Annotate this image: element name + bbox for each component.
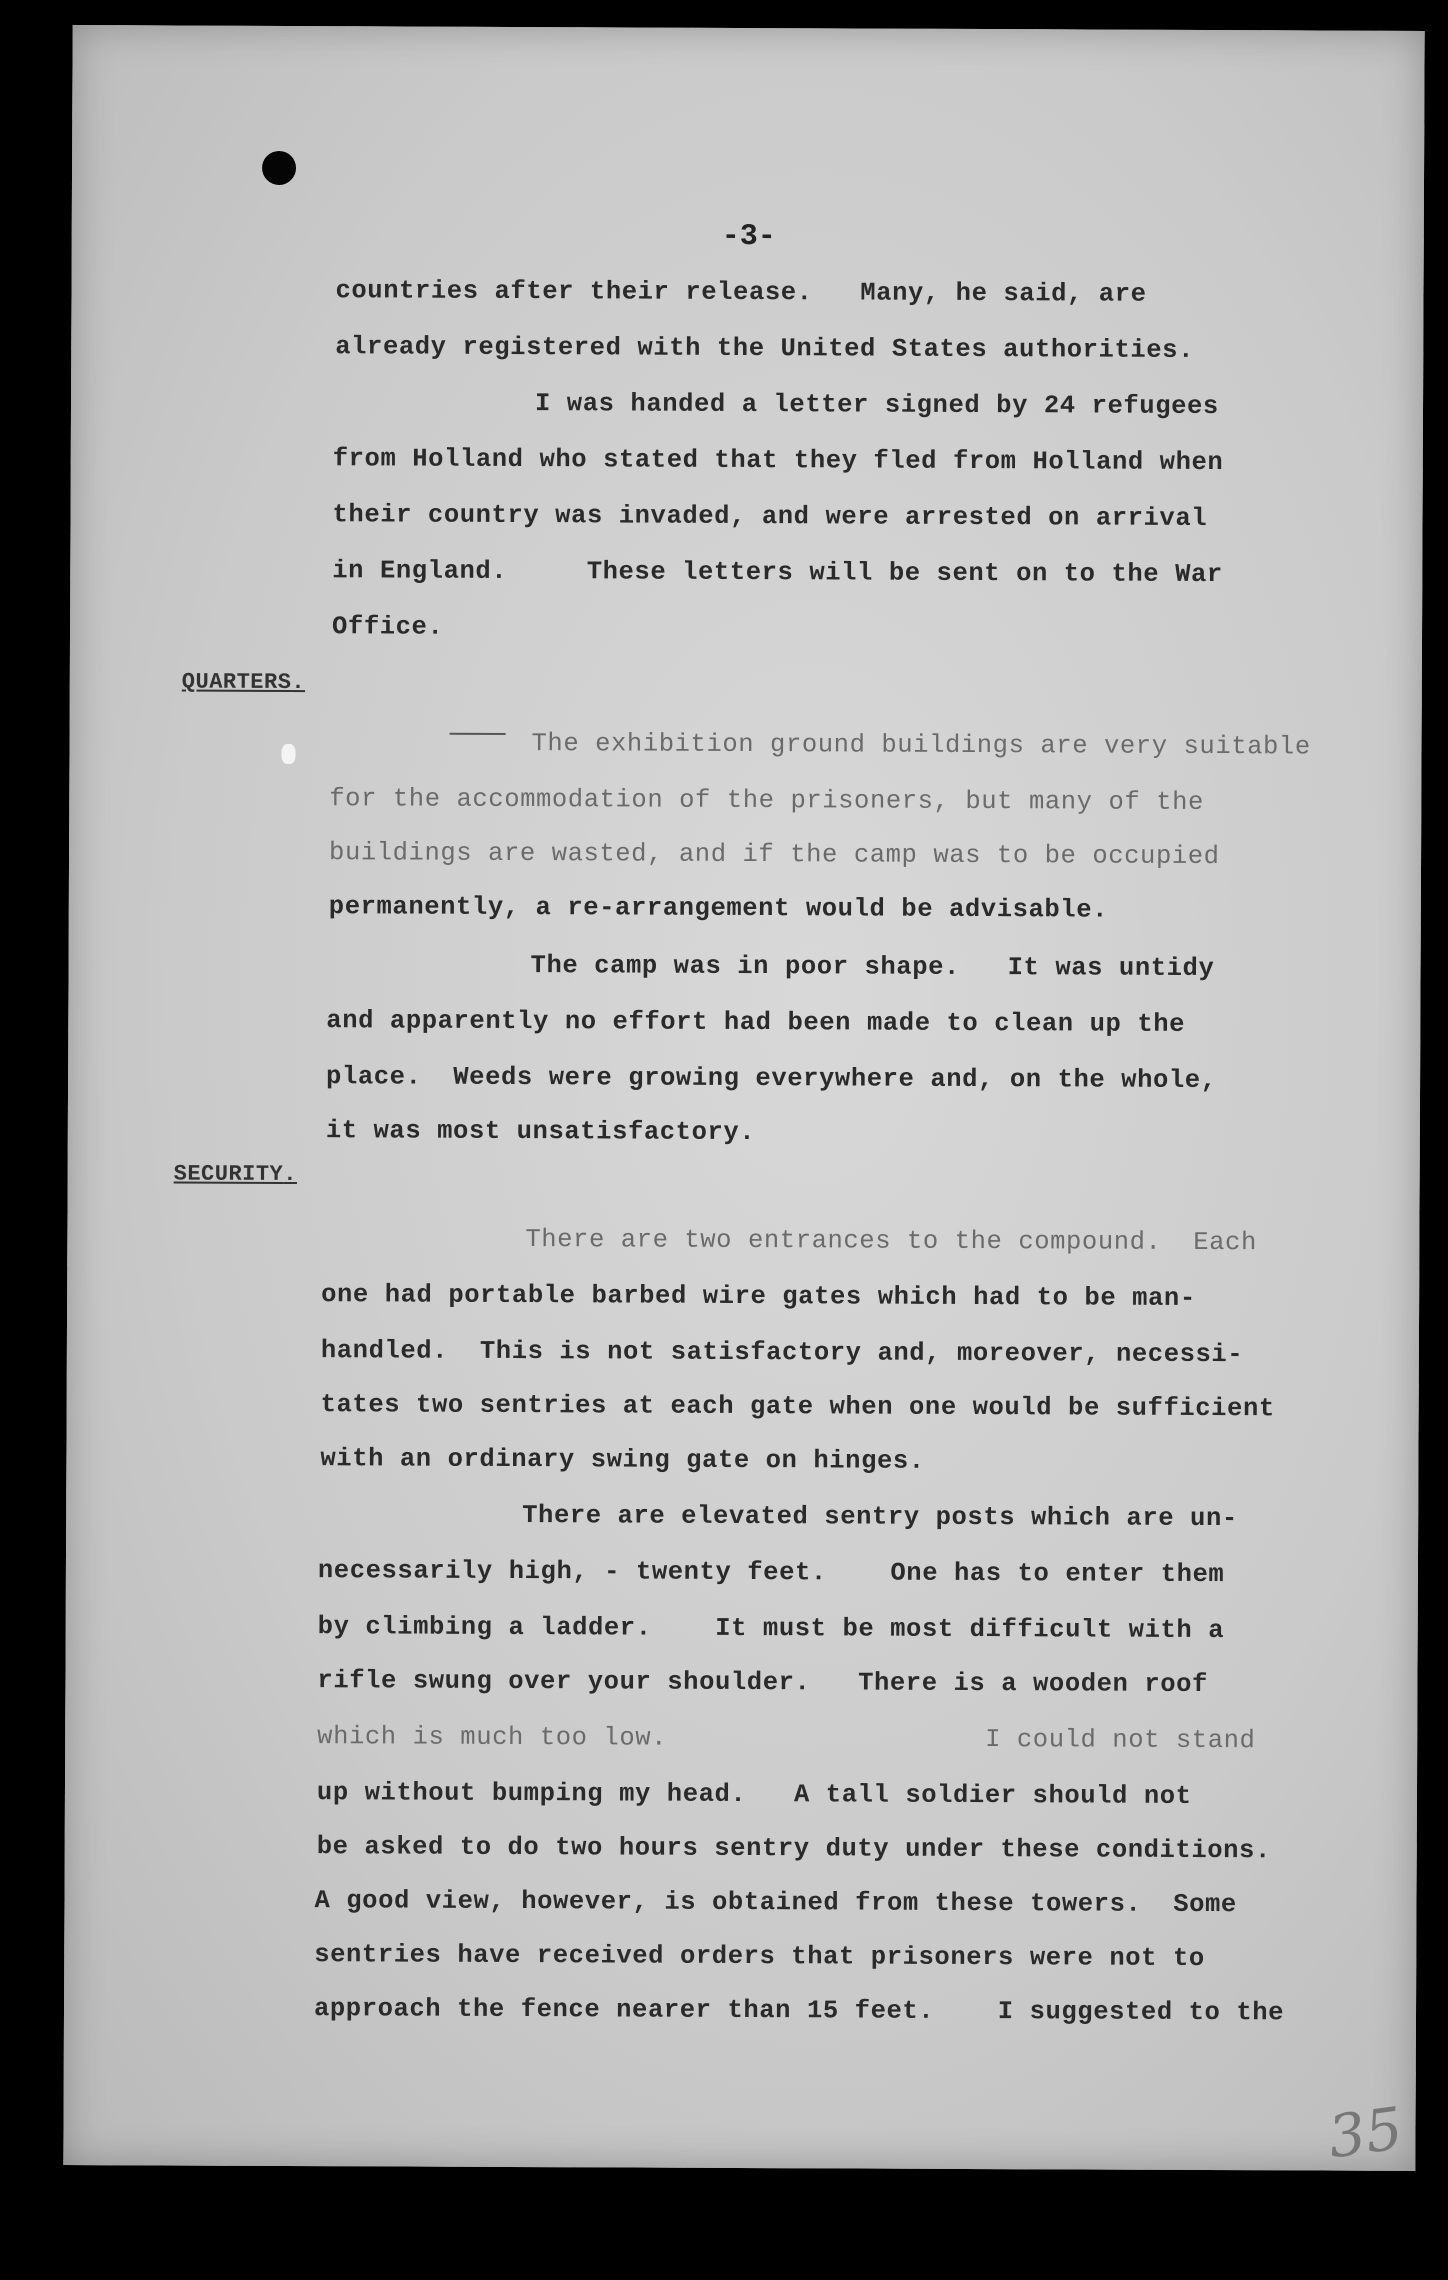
text-line: for the accommodation of the prisoners, but many of the	[329, 784, 1204, 818]
document-page	[63, 25, 1424, 2171]
text-line: up without bumping my head. A tall soldier should not	[316, 1778, 1192, 1811]
text-line: from Holland who stated that they fled from Holland when	[332, 444, 1224, 478]
page-number: -3-	[721, 219, 776, 255]
text-line: Office.	[331, 612, 444, 642]
text-line: rifle swung over your shoulder. There is a wooden roof	[317, 1666, 1209, 1700]
text-line: There are elevated sentry posts which are un-	[522, 1501, 1238, 1534]
paper-speck	[281, 744, 295, 764]
text-line: and apparently no effort had been made to clean up the	[326, 1006, 1186, 1039]
text-line: be asked to do two hours sentry duty under these conditions.	[316, 1832, 1271, 1866]
text-line: which is much too low. I could not stand	[317, 1722, 1256, 1756]
text-line: with an ordinary swing gate on hinges.	[320, 1444, 925, 1476]
text-line: buildings are wasted, and if the camp was to be occupied	[329, 838, 1220, 872]
text-line: There are two entrances to the compound. Each	[525, 1225, 1257, 1258]
text-line: their country was invaded, and were arrested on arrival	[332, 500, 1208, 534]
text-line: already registered with the United States authorities.	[335, 332, 1195, 365]
text-line: The exhibition ground buildings are very suitable	[531, 729, 1311, 762]
text-line: handled. This is not satisfactory and, moreover, necessi-	[320, 1336, 1244, 1370]
margin-dash	[450, 733, 506, 735]
text-line: I was handed a letter signed by 24 refugees	[534, 389, 1219, 422]
text-line: by climbing a ladder. It must be most difficult with a	[317, 1612, 1225, 1646]
handwritten-folio-number: 35	[1324, 2094, 1407, 2171]
section-heading-security: SECURITY.	[173, 1161, 298, 1188]
text-line: necessarily high, - twenty feet. One has to enter them	[317, 1556, 1225, 1590]
text-line: countries after their release. Many, he said, are	[335, 276, 1147, 309]
text-line: in England. These letters will be sent on to the War	[332, 556, 1223, 590]
text-line: approach the fence nearer than 15 feet. I suggested to the	[313, 1994, 1285, 2028]
punch-hole	[262, 151, 296, 185]
text-line: The camp was in poor shape. It was untidy	[530, 951, 1215, 984]
section-heading-quarters: QUARTERS.	[181, 669, 306, 696]
text-line: A good view, however, is obtained from these towers. Some	[314, 1886, 1237, 1920]
text-line: tates two sentries at each gate when one would be sufficient	[320, 1390, 1275, 1424]
text-line: place. Weeds were growing everywhere and, on the whole,	[326, 1062, 1217, 1096]
text-line: sentries have received orders that prisoners were not to	[314, 1940, 1205, 1974]
text-line: one had portable barbed wire gates which had to be man-	[321, 1280, 1196, 1313]
text-line: it was most unsatisfactory.	[325, 1116, 756, 1148]
text-line: permanently, a re-arrangement would be advisable.	[328, 892, 1109, 925]
